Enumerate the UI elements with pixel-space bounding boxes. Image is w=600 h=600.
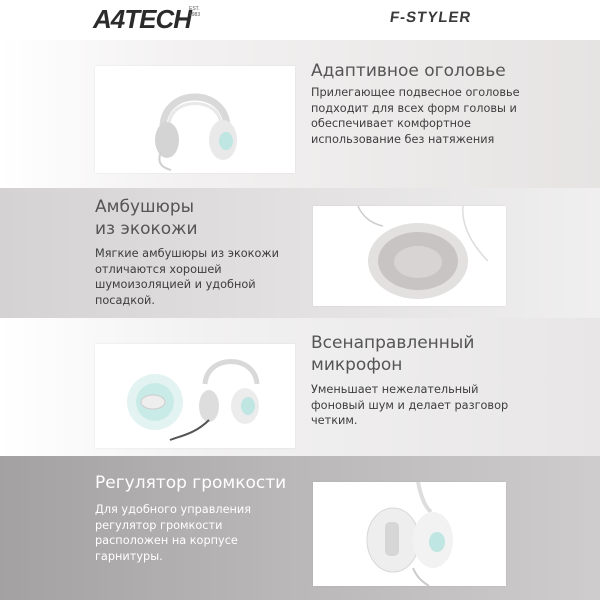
earcup-icon: [313, 206, 506, 306]
section-title: Адаптивное оголовье: [311, 61, 506, 81]
a4tech-logo-super: EST. 1983: [189, 6, 201, 18]
section-title-line2: из экокожи: [95, 219, 198, 239]
earcup-photo: [313, 206, 506, 306]
fstyler-logo: F-STYLER: [388, 9, 473, 26]
headset-icon: [95, 66, 295, 173]
headset-photo: [95, 66, 295, 173]
section-earcups: [0, 188, 600, 318]
section-title-line1: Амбушюры: [95, 197, 195, 217]
section-title-line1: Всенаправленный: [311, 333, 475, 353]
section-description: Мягкие амбушюры из экокожи отличаются хорошей шумоизоляцией и удобной посадкой.: [95, 247, 279, 307]
microphone-icon: [95, 344, 295, 448]
microphone-photo: [95, 344, 295, 448]
section-description: Для удобного управления регулятор громкости расположен на корпусе гарнитуры.: [95, 503, 252, 563]
section-description: Уменьшает нежелательный фоновый шум и делает разговор четким.: [311, 383, 509, 427]
a4tech-logo: [93, 4, 201, 35]
section-title-line2: микрофон: [311, 355, 403, 375]
a4tech-logo-text: A4TECH: [93, 4, 192, 34]
section-description: Прилегающее подвесное оголовье подходит для всех форм головы и обеспечивает комфортное использование без натяжения: [311, 86, 520, 146]
section-title: Регулятор громкости: [95, 473, 287, 493]
section-microphone: [0, 318, 600, 456]
header: [0, 0, 600, 40]
volume-control-icon: [313, 482, 506, 586]
section-volume-control: [0, 456, 600, 600]
section-headband: [0, 40, 600, 188]
volume-control-photo: [313, 482, 506, 586]
